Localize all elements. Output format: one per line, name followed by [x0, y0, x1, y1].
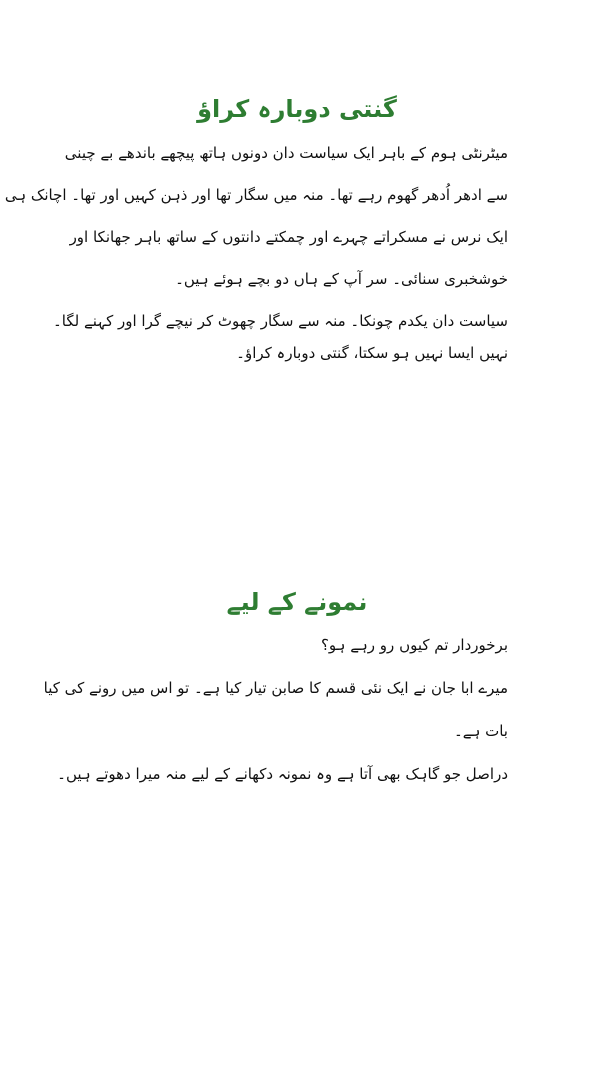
story-1-line: خوشخبری سنائی۔ سر آپ کے ہاں دو بچے ہوئے ہیں۔: [175, 270, 508, 288]
story-2-line: میرے ابا جان نے ایک نئی قسم کا صابن تیار کیا ہے۔ تو اس میں رونے کی کیا: [43, 679, 508, 697]
story-2-title: نمونے کے لیے: [226, 588, 368, 616]
story-2-line: دراصل جو گاہک بھی آتا ہے وہ نمونہ دکھانے کے لیے منہ میرا دھوتے ہیں۔: [57, 765, 508, 783]
story-1-body: [4, 142, 508, 374]
story-2-line: بات ہے۔: [453, 722, 508, 740]
story-2-body: [43, 634, 508, 806]
story-2-line: برخوردار تم کیوں رو رہے ہو؟: [320, 636, 508, 654]
story-1-line: ایک نرس نے مسکراتے چہرے اور چمکتے دانتوں کے ساتھ باہر جھانکا اور: [69, 228, 508, 246]
story-1-title: گنتی دوبارہ کراؤ: [197, 95, 397, 123]
story-1-line: سیاست دان یکدم چونکا۔ منہ سے سگار چھوٹ کر نیچے گرا اور کہنے لگا۔: [53, 312, 508, 330]
story-1-line: سے ادھر اُدھر گھوم رہے تھا۔ منہ میں سگار تھا اور ذہن کہیں اور تھا۔ اچانک ہی: [4, 186, 508, 204]
story-1-line: نہیں ایسا نہیں ہو سکتا، گنتی دوبارہ کراؤ۔: [236, 344, 508, 362]
story-1-line: میٹرنٹی ہوم کے باہر ایک سیاست دان دونوں ہاتھ پیچھے باندھے بے چینی: [64, 144, 508, 162]
